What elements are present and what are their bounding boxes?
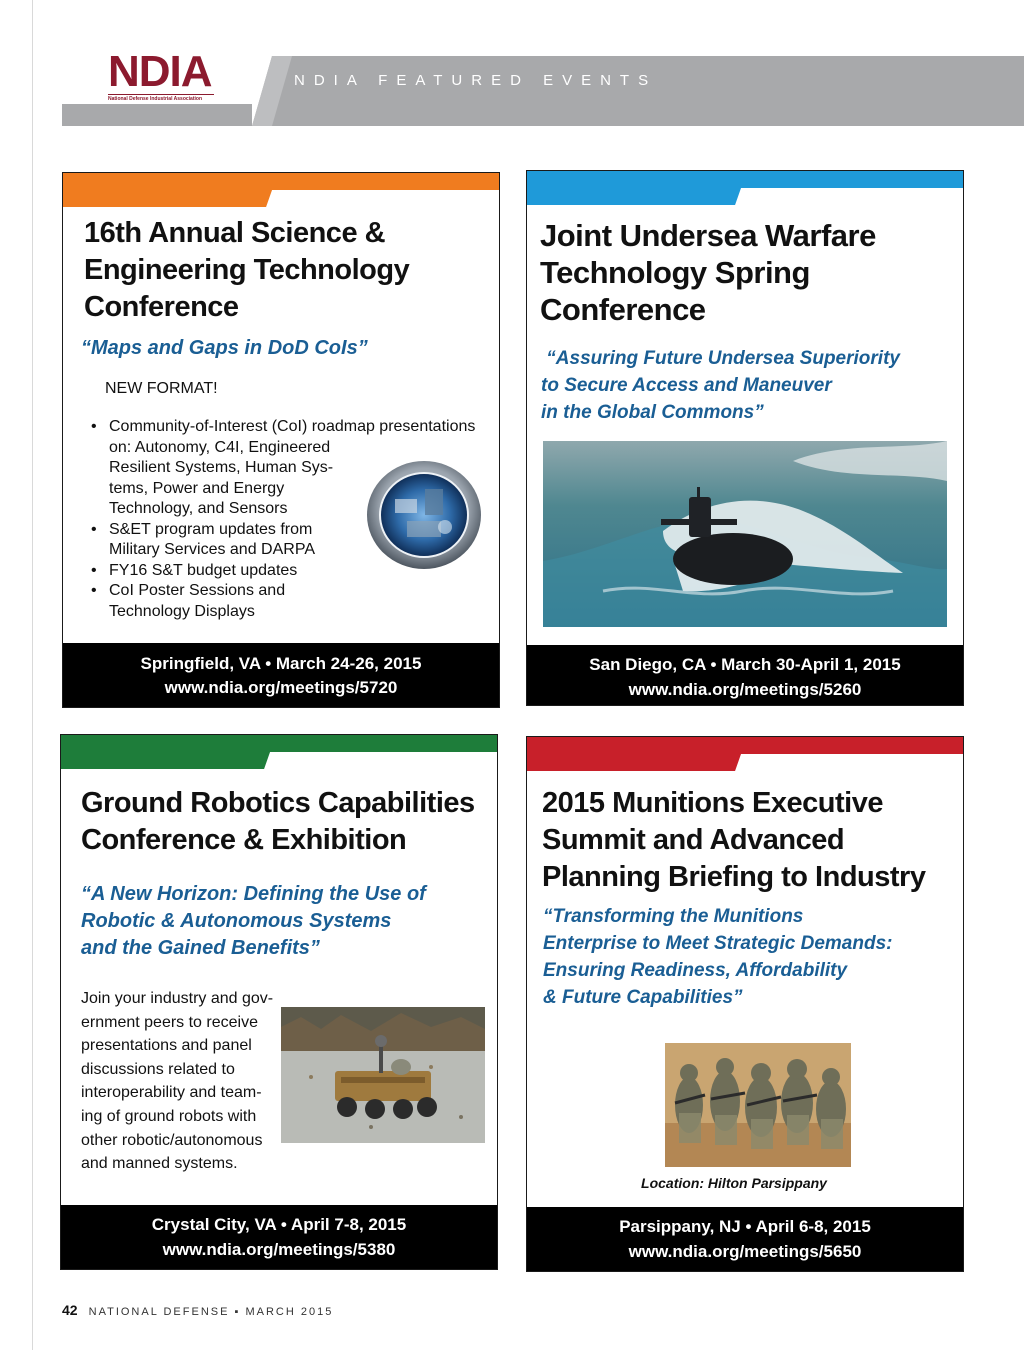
event-intro: NEW FORMAT! [105, 380, 218, 397]
event-place-date: Crystal City, VA • April 7-8, 2015 [151, 1215, 407, 1234]
event-title-line: Joint Undersea Warfare [540, 218, 876, 253]
page-margin-rule [32, 0, 33, 1350]
event-title-line: Ground Robotics Capabilities [81, 787, 475, 819]
bullet-line: • FY16 S&T budget updates [109, 561, 298, 579]
event-title-line: Conference [84, 291, 239, 323]
bullet-line: Technology Displays [109, 602, 255, 620]
logo-tagline: National Defense Industrial Association [108, 94, 214, 102]
bullet-item [85, 581, 475, 622]
logo-wordmark: NDIA [108, 47, 212, 96]
page-number: 42 [62, 1302, 78, 1318]
card-accent-tab [527, 737, 963, 771]
event-place-date: Parsippany, NJ • April 6-8, 2015 [619, 1217, 871, 1236]
event-footer [527, 645, 963, 705]
event-footer [527, 1207, 963, 1271]
event-footer [63, 643, 499, 707]
event-card-munitions-summit [526, 736, 964, 1272]
section-banner [62, 56, 1024, 126]
event-theme-line: in the Global Commons” [541, 402, 764, 423]
event-title-line: 16th Annual Science & [84, 217, 386, 249]
event-title-line: Conference & Exhibition [81, 824, 407, 856]
description-line: interoperability and team- [81, 1084, 262, 1102]
event-url[interactable]: www.ndia.org/meetings/5650 [628, 1242, 862, 1261]
bullet-line: • S&ET program updates from [109, 520, 313, 538]
bullet-line: Resilient Systems, Human Sys- [109, 459, 334, 476]
event-theme-quote [543, 903, 892, 1011]
event-theme-line: Ensuring Readiness, Affordability [543, 960, 848, 981]
event-url[interactable]: www.ndia.org/meetings/5380 [162, 1240, 396, 1259]
bullet-line: Technology, and Sensors [109, 500, 288, 517]
event-theme-line: to Secure Access and Maneuver [541, 375, 832, 396]
description-line: and manned systems. [81, 1155, 238, 1173]
ground-robot-photo [281, 1007, 485, 1143]
event-title [81, 785, 475, 859]
bullet-line: tems, Power and Energy [109, 479, 285, 497]
event-title-line: Summit and Advanced [542, 824, 845, 856]
card-accent-tab [63, 173, 499, 207]
emblem-image [365, 459, 483, 571]
event-theme-line: Robotic & Autonomous Systems [81, 910, 392, 932]
event-card-science-engineering [62, 172, 500, 708]
event-theme-line: Enterprise to Meet Strategic Demands: [543, 933, 893, 954]
event-theme-quote [541, 345, 900, 426]
event-card-ground-robotics [60, 734, 498, 1270]
bullet-line: • Community-of-Interest (CoI) roadmap presentations [109, 418, 476, 435]
bullet-line: • CoI Poster Sessions and [109, 582, 286, 599]
event-theme-line: and the Gained Benefits” [81, 937, 320, 959]
event-description [81, 987, 273, 1176]
bullet-line: Military Services and DARPA [109, 541, 315, 558]
description-line: presentations and panel [81, 1037, 252, 1055]
event-title-line: Conference [540, 292, 706, 327]
page-footer [62, 1302, 333, 1318]
event-card-undersea-warfare [526, 170, 964, 706]
card-accent-tab [527, 171, 963, 205]
event-footer [61, 1205, 497, 1269]
description-line: ernment peers to receive [81, 1013, 258, 1031]
event-theme-line: & Future Capabilities” [543, 987, 743, 1008]
event-theme-line: “Assuring Future Undersea Superiority [541, 348, 900, 369]
event-title-line: Planning Briefing to Industry [542, 861, 926, 893]
submarine-photo [543, 441, 947, 627]
event-theme-line: “Maps and Gaps in DoD CoIs” [81, 337, 368, 359]
card-accent-tab [61, 735, 497, 769]
description-line: ing of ground robots with [81, 1107, 257, 1125]
event-title [542, 785, 925, 896]
event-place-date: Springfield, VA • March 24-26, 2015 [140, 654, 422, 673]
event-theme-line: “Transforming the Munitions [543, 906, 804, 927]
soldiers-photo [665, 1043, 851, 1167]
description-line: Join your industry and gov- [81, 990, 274, 1007]
event-place-date: San Diego, CA • March 30-April 1, 2015 [589, 655, 901, 674]
event-theme-line: “A New Horizon: Defining the Use of [81, 883, 426, 905]
event-title [540, 217, 876, 328]
bullet-line: on: Autonomy, C4I, Engineered [109, 438, 331, 456]
description-line: discussions related to [81, 1060, 235, 1078]
event-title-line: Technology Spring [540, 255, 810, 290]
description-line: other robotic/autonomous [81, 1131, 263, 1149]
event-location-note: Location: Hilton Parsippany [641, 1175, 827, 1191]
section-title: NDIA FEATURED EVENTS [294, 72, 658, 89]
event-theme-quote [81, 335, 368, 361]
event-url[interactable]: www.ndia.org/meetings/5260 [628, 680, 862, 699]
event-title-line: Engineering Technology [84, 254, 410, 286]
publication-info: NATIONAL DEFENSE ▪ MARCH 2015 [88, 1306, 334, 1318]
event-theme-quote [81, 881, 426, 962]
event-title-line: 2015 Munitions Executive [542, 787, 883, 819]
event-url[interactable]: www.ndia.org/meetings/5720 [164, 678, 398, 697]
event-title [84, 215, 409, 326]
